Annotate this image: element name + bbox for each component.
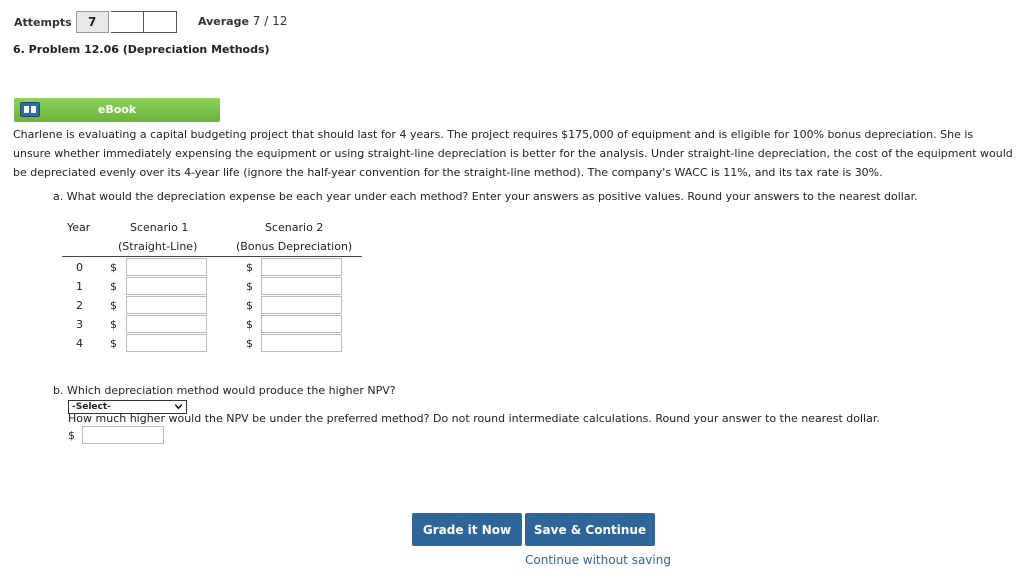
question-b: b. Which depreciation method would produce the higher NPV? — [53, 384, 396, 397]
currency-symbol: $ — [110, 261, 117, 274]
col-header-year: Year — [67, 221, 91, 234]
ebook-label: eBook — [97, 103, 137, 116]
currency-symbol: $ — [110, 299, 117, 312]
average-value: 7 / 12 — [252, 14, 288, 28]
col-header-scenario1: Scenario 1 — [130, 221, 189, 234]
question-a: a. What would the depreciation expense be each year under each method? Enter your answers as positive values. Round your answers to the nearest dollar. — [53, 190, 918, 203]
year-cell: 4 — [76, 337, 83, 350]
grade-it-now-button[interactable]: Grade it Now — [412, 513, 522, 546]
attempts-bar — [14, 11, 177, 33]
col-header-scenario2: Scenario 2 — [265, 221, 324, 234]
scenario2-input[interactable] — [261, 296, 342, 314]
average-label: Average — [198, 15, 249, 28]
scenario1-input[interactable] — [126, 334, 207, 352]
attempt-slot-empty — [111, 11, 144, 33]
average-score — [198, 14, 287, 28]
attempt-slot-empty — [144, 11, 177, 33]
currency-symbol: $ — [110, 337, 117, 350]
table-header-divider — [62, 256, 362, 257]
scenario1-input[interactable] — [126, 258, 207, 276]
chevron-down-icon — [174, 402, 183, 411]
currency-symbol: $ — [246, 261, 253, 274]
table-row — [62, 258, 362, 277]
scenario2-input[interactable] — [261, 315, 342, 333]
table-row — [62, 334, 362, 353]
scenario1-input[interactable] — [126, 296, 207, 314]
col-subheader-scenario2: (Bonus Depreciation) — [236, 240, 353, 253]
question-b-followup: How much higher would the NPV be under the preferred method? Do not round intermediate calculations. Round your answer to the nearest dollar. — [68, 412, 880, 425]
attempts-label: Attempts — [14, 15, 72, 29]
table-row — [62, 315, 362, 334]
currency-symbol: $ — [246, 299, 253, 312]
year-cell: 2 — [76, 299, 83, 312]
year-cell: 1 — [76, 280, 83, 293]
currency-symbol: $ — [68, 429, 75, 442]
currency-symbol: $ — [110, 318, 117, 331]
problem-title: 6. Problem 12.06 (Depreciation Methods) — [13, 43, 270, 56]
year-cell: 3 — [76, 318, 83, 331]
table-row — [62, 277, 362, 296]
currency-symbol: $ — [246, 337, 253, 350]
scenario1-input[interactable] — [126, 315, 207, 333]
scenario2-input[interactable] — [261, 334, 342, 352]
scenario2-input[interactable] — [261, 277, 342, 295]
continue-without-saving-link[interactable]: Continue without saving — [525, 553, 671, 567]
ebook-button[interactable] — [14, 98, 220, 122]
npv-difference-input[interactable] — [82, 426, 164, 444]
table-row — [62, 296, 362, 315]
save-and-continue-button[interactable]: Save & Continue — [525, 513, 655, 546]
problem-statement: Charlene is evaluating a capital budgeting project that should last for 4 years. The project requires $175,000 of equipment and is eligible for 100% bonus depreciation. She is unsure whether immediately expensing the equipment or using straight-line depreciation is better for the analysis. Under straight-line depreciation, the cost of the equipment would be depreciated evenly over its 4-year life (ignore the half-year convention for the straight-line method). The company's WACC is 11%, and its tax rate is 30%. — [13, 128, 1013, 179]
currency-symbol: $ — [246, 280, 253, 293]
attempts-count: 7 — [76, 11, 109, 33]
currency-symbol: $ — [110, 280, 117, 293]
select-value: -Select- — [72, 402, 111, 412]
scenario1-input[interactable] — [126, 277, 207, 295]
currency-symbol: $ — [246, 318, 253, 331]
scenario2-input[interactable] — [261, 258, 342, 276]
year-cell: 0 — [76, 261, 83, 274]
col-subheader-scenario1: (Straight-Line) — [118, 240, 198, 253]
